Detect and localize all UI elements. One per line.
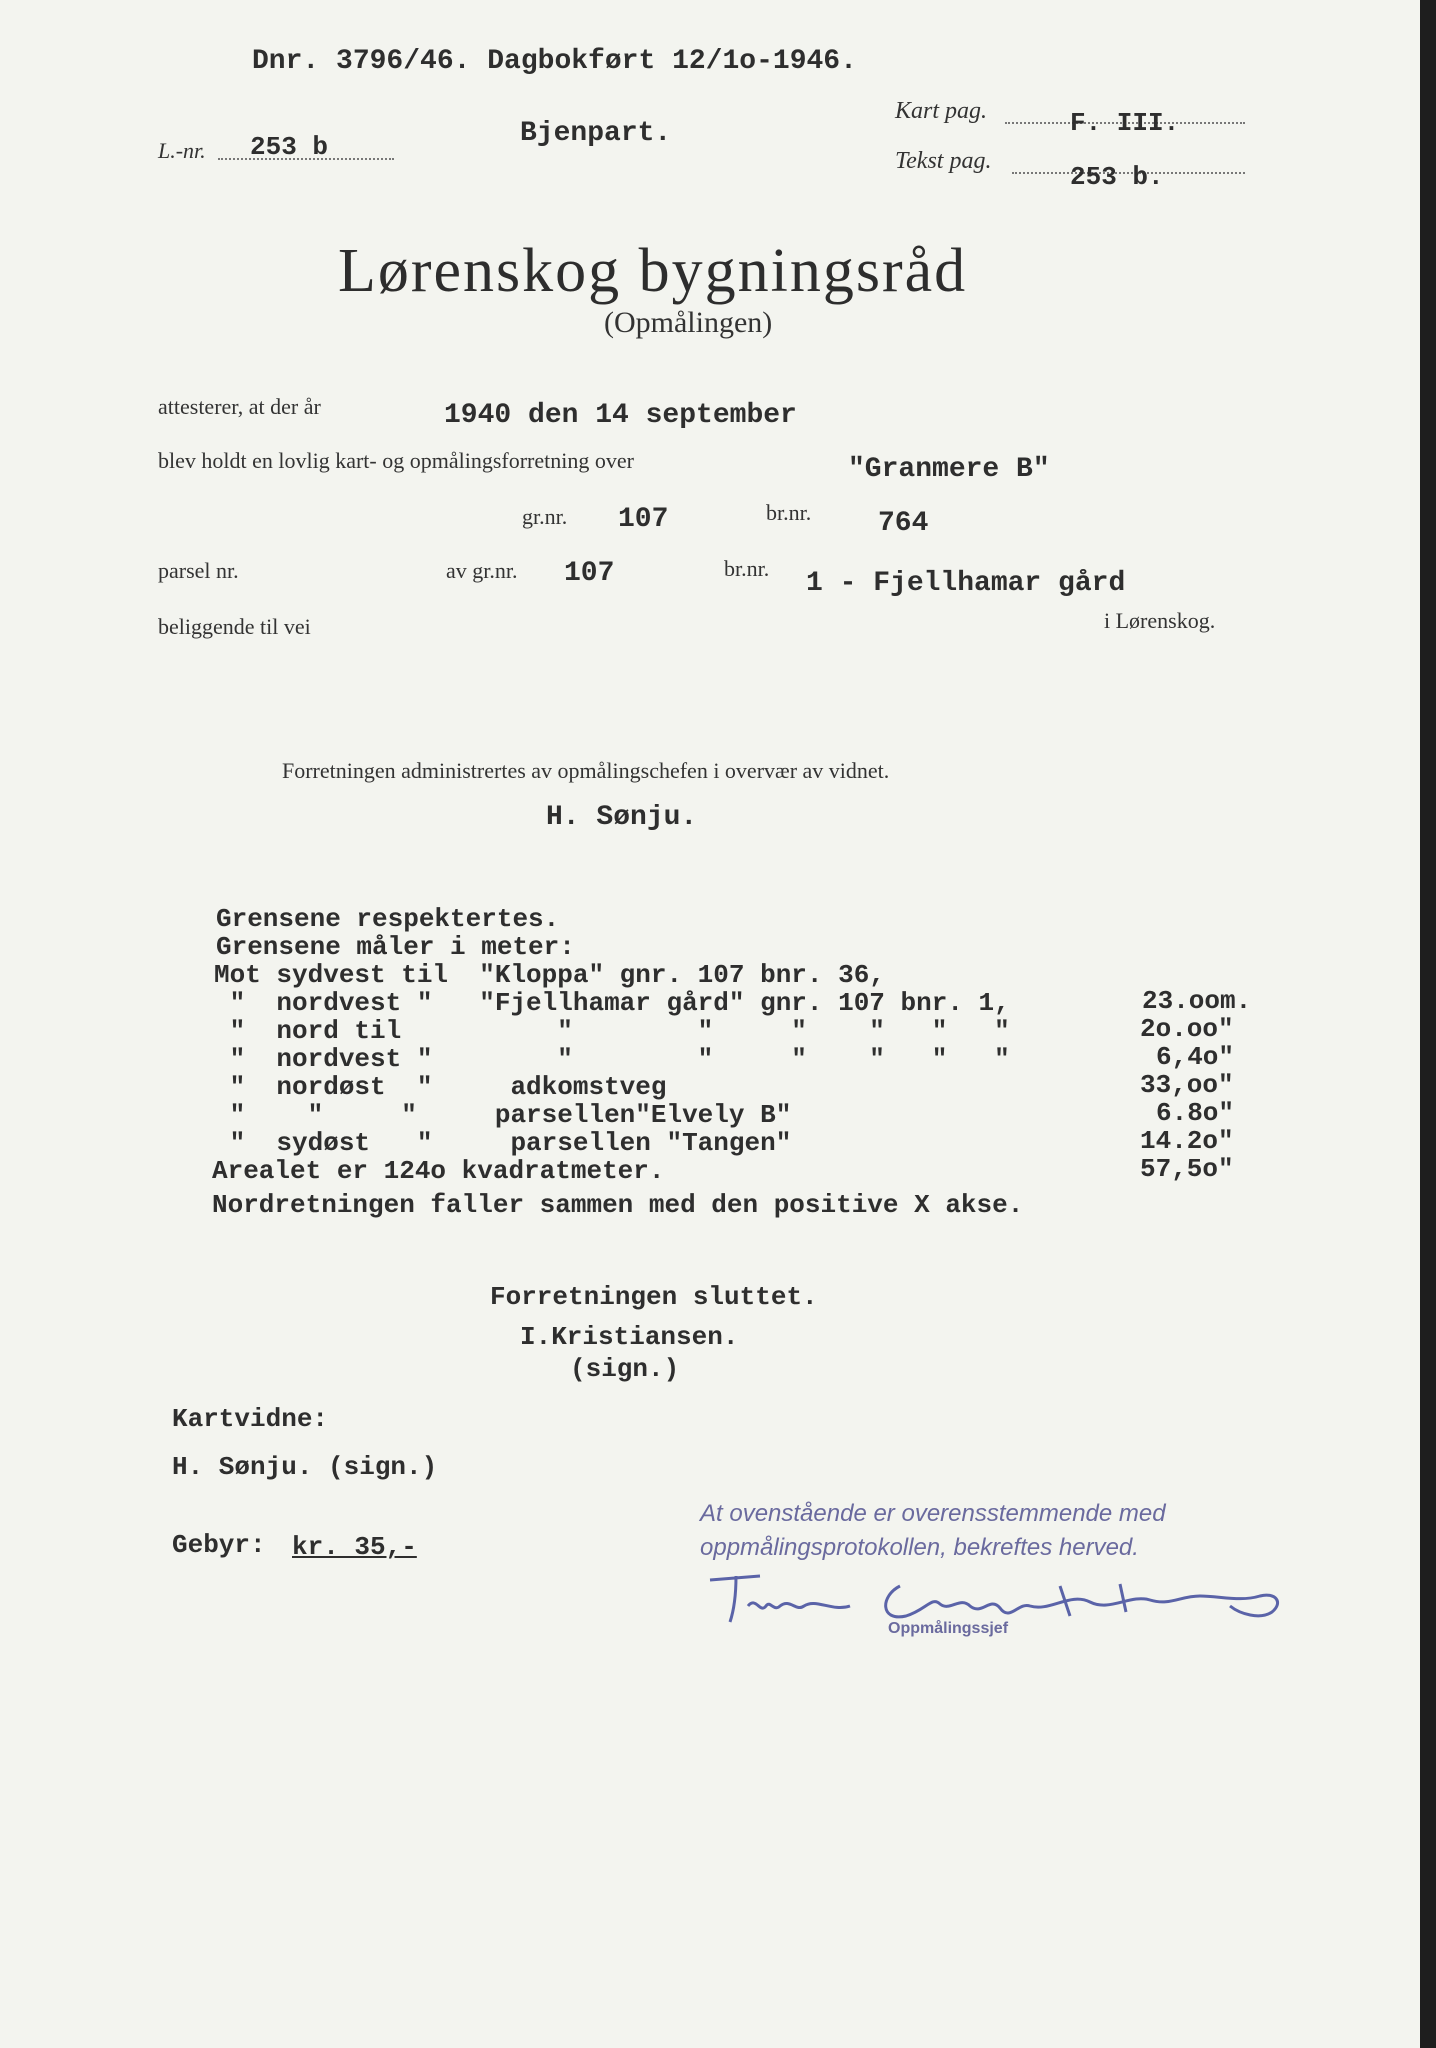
witness-name: H. Sønju. xyxy=(546,802,698,833)
held-label: blev holdt en lovlig kart- og opmålingsforretning over xyxy=(158,448,634,473)
av-brnr-label: br.nr. xyxy=(724,556,770,581)
measurement-value: 2o.oo" xyxy=(1140,1014,1234,1044)
av-grnr-label: av gr.nr. xyxy=(446,558,518,583)
kartvidne-label: Kartvidne: xyxy=(172,1404,329,1434)
north-direction-line: Nordretningen faller sammen med den positive X akse. xyxy=(212,1190,1024,1220)
attest-label: attesterer, at der år xyxy=(158,394,321,419)
kartvidne-value: H. Sønju. (sign.) xyxy=(172,1452,438,1482)
certification-stamp-line: oppmålingsprotokollen, bekreftes herved. xyxy=(700,1534,1139,1561)
kart-pag-value: F. III. xyxy=(1070,108,1180,138)
scan-edge xyxy=(1420,0,1436,2048)
municipality-label: i Lørenskog. xyxy=(1104,608,1216,633)
tekst-pag-label: Tekst pag. xyxy=(895,148,992,174)
boundary-line: " nordøst " adkomstveg xyxy=(214,1072,667,1102)
boundary-line: " nord til " " " " " " xyxy=(214,1016,1010,1046)
lnr-value: 253 b xyxy=(250,132,329,162)
lnr-label: L.-nr. xyxy=(158,138,206,163)
boundary-line: " nordvest " "Fjellhamar gård" gnr. 107 bnr. 1, xyxy=(214,988,1010,1018)
measurement-value: 6.8o" xyxy=(1156,1098,1235,1128)
certification-stamp-line: At ovenstående er overensstemmende med xyxy=(700,1500,1166,1527)
copy-label: Bjenpart. xyxy=(520,118,672,149)
measurement-value: 23.oom. xyxy=(1142,986,1252,1016)
measurement-value: 33,oo" xyxy=(1140,1070,1234,1100)
signer-name: I.Kristiansen. xyxy=(520,1322,739,1352)
grnr-label: gr.nr. xyxy=(522,504,568,529)
boundary-line: " " " parsellen"Elvely B" xyxy=(214,1100,792,1130)
boundary-line: Grensene måler i meter: xyxy=(216,932,575,962)
av-grnr-value: 107 xyxy=(564,558,615,589)
boundary-line: " nordvest " " " " " " " xyxy=(214,1044,1010,1074)
grnr-value: 107 xyxy=(618,504,669,535)
av-brnr-value: 1 - Fjellhamar gård xyxy=(806,568,1126,599)
beliggende-label: beliggende til vei xyxy=(158,614,311,639)
measurement-value: 14.2o" xyxy=(1140,1126,1234,1156)
kart-pag-label: Kart pag. xyxy=(895,98,988,124)
boundary-line: Mot sydvest til "Kloppa" gnr. 107 bnr. 36, xyxy=(214,960,885,990)
page-title: Lørenskog bygningsråd xyxy=(338,237,968,305)
admin-text: Forretningen administrertes av opmålingschefen i overvær av vidnet. xyxy=(282,758,890,783)
parsel-label: parsel nr. xyxy=(158,558,239,583)
stamp-role: Oppmålingssjef xyxy=(888,1620,1009,1637)
property-name: "Granmere B" xyxy=(848,454,1050,485)
closing-line: Forretningen sluttet. xyxy=(490,1282,818,1312)
measurement-value: 57,5o" xyxy=(1140,1154,1234,1184)
attest-date: 1940 den 14 september xyxy=(444,400,797,431)
tekst-pag-value: 253 b. xyxy=(1070,162,1164,192)
gebyr-value: kr. 35,- xyxy=(292,1532,417,1562)
brnr-label: br.nr. xyxy=(766,500,812,525)
gebyr-label: Gebyr: xyxy=(172,1530,266,1560)
measurement-value: 6,4o" xyxy=(1156,1042,1235,1072)
brnr-value: 764 xyxy=(878,508,929,539)
boundary-line: " sydøst " parsellen "Tangen" xyxy=(214,1128,792,1158)
dnr-line: Dnr. 3796/46. Dagbokført 12/1o-1946. xyxy=(252,46,857,77)
boundary-line: Grensene respektertes. xyxy=(216,904,560,934)
signed-mark: (sign.) xyxy=(570,1354,680,1384)
handwritten-signature xyxy=(700,1566,1300,1636)
page-subtitle: (Opmålingen) xyxy=(604,306,773,339)
area-line: Arealet er 124o kvadratmeter. xyxy=(212,1156,665,1186)
